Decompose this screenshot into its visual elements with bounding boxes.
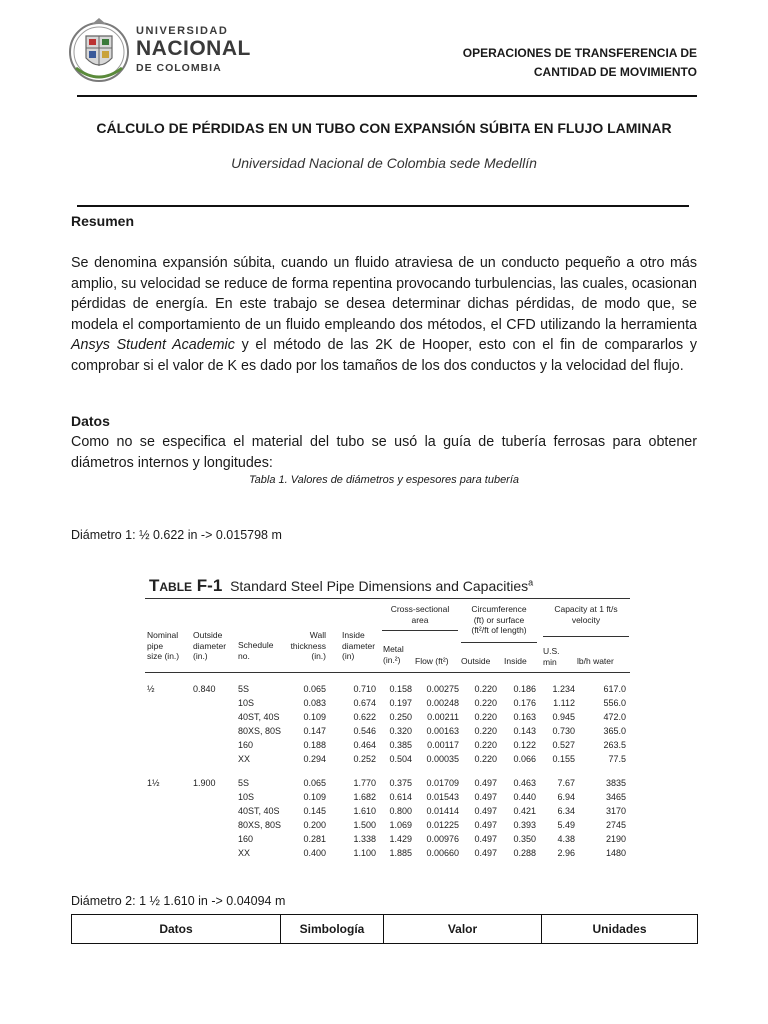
header-wall-thickness: Wall thickness (in.) xyxy=(290,630,326,661)
pipe-table-cell: 1.112 xyxy=(553,698,575,708)
pipe-table-cell: 40ST, 40S xyxy=(238,806,280,816)
header-bottom-rule xyxy=(145,672,630,673)
pipe-table-cell: 2745 xyxy=(605,820,626,830)
course-line-2: CANTIDAD DE MOVIMIENTO xyxy=(533,65,697,79)
university-seal-icon xyxy=(68,14,130,90)
pipe-table-cell: 0.385 xyxy=(389,740,412,750)
header-datos: Datos xyxy=(72,915,281,944)
datos-heading: Datos xyxy=(71,413,110,429)
pipe-table-cell: 160 xyxy=(238,740,254,750)
resumen-heading: Resumen xyxy=(71,213,135,229)
pipe-table-cell: 0.176 xyxy=(513,698,536,708)
header-metal: Metal (in.²) xyxy=(383,644,404,665)
header-simbologia: Simbología xyxy=(281,915,384,944)
pipe-table-cell: 160 xyxy=(238,834,254,844)
pipe-table-cell: 0.400 xyxy=(303,848,326,858)
pipe-table-cell: 0.01414 xyxy=(426,806,459,816)
pipe-table-cell: 0.200 xyxy=(303,820,326,830)
circumference-rule xyxy=(461,642,537,643)
nominal-size-cell: ½ xyxy=(147,684,155,694)
pipe-table-cell: 0.109 xyxy=(303,792,326,802)
pipe-table-cell: 0.220 xyxy=(474,698,497,708)
pipe-table-cell: 0.00163 xyxy=(426,726,459,736)
pipe-table-cell: 2190 xyxy=(605,834,626,844)
table-caption: Tabla 1. Valores de diámetros y espesores para tubería xyxy=(248,474,520,486)
pipe-table-cell: 0.504 xyxy=(389,754,412,764)
pipe-table-cell: 0.065 xyxy=(303,778,326,788)
pipe-table-cell: 10S xyxy=(238,792,255,802)
pipe-table-cell: 4.38 xyxy=(557,834,575,844)
pipe-table-cell: 0.066 xyxy=(513,754,536,764)
header-unidades: Unidades xyxy=(542,915,698,944)
pipe-table-cell: 0.463 xyxy=(513,778,536,788)
pipe-table-cell: 0.158 xyxy=(389,684,412,694)
logo-line-3: DE COLOMBIA xyxy=(136,62,222,74)
pipe-table-cell: 0.197 xyxy=(389,698,412,708)
pipe-table-cell: 263.5 xyxy=(603,740,626,750)
header-lbh-water: lb/h water xyxy=(577,656,614,666)
pipe-table-cell: 1.429 xyxy=(389,834,412,844)
pipe-table-cell: 0.281 xyxy=(303,834,326,844)
pipe-table-cell: 0.497 xyxy=(474,848,497,858)
pipe-table-cell: 5S xyxy=(238,778,250,788)
pipe-table-cell: XX xyxy=(238,754,251,764)
pipe-table-cell: 0.163 xyxy=(513,712,536,722)
document-title: CÁLCULO DE PÉRDIDAS EN UN TUBO CON EXPANSIÓN SÚBITA EN FLUJO LAMINAR xyxy=(96,120,672,136)
pipe-table-cell: XX xyxy=(238,848,251,858)
pipe-table-cell: 0.421 xyxy=(513,806,536,816)
header-nominal-size: Nominal pipe size (in.) xyxy=(147,630,180,661)
pipe-table-cell: 1.069 xyxy=(389,820,412,830)
pipe-table-cell: 0.220 xyxy=(474,712,497,722)
pipe-table-cell: 0.288 xyxy=(513,848,536,858)
pipe-table-cell: 80XS, 80S xyxy=(238,726,282,736)
pipe-table-footnote-mark: a xyxy=(528,577,534,588)
header-capacity: Capacity at 1 ft/s velocity xyxy=(554,604,618,625)
capacity-rule xyxy=(543,636,629,637)
pipe-table-cell: 0.220 xyxy=(474,726,497,736)
pipe-table-cell: 10S xyxy=(238,698,255,708)
pipe-table-cell: 0.730 xyxy=(552,726,575,736)
data-table-header-row xyxy=(72,915,698,944)
header-circumference: Circumference (ft) or surface (ft²/ft of length) xyxy=(471,604,527,635)
pipe-table-title-text: Standard Steel Pipe Dimensions and Capacities xyxy=(230,578,529,594)
pipe-table-cell: 556.0 xyxy=(603,698,626,708)
diametro-2: Diámetro 2: 1 ½ 1.610 in -> 0.04094 m xyxy=(71,894,286,908)
logo-line-2: NACIONAL xyxy=(136,37,251,60)
pipe-table-cell: 0.01225 xyxy=(426,820,459,830)
pipe-table-cell: 0.065 xyxy=(303,684,326,694)
pipe-table-cell: 0.674 xyxy=(353,698,376,708)
pipe-table-cell: 0.143 xyxy=(513,726,536,736)
pipe-table-cell: 0.155 xyxy=(552,754,575,764)
header-inside: Inside xyxy=(504,656,527,666)
pipe-table-cell: 0.393 xyxy=(513,820,536,830)
logo-line-1: UNIVERSIDAD xyxy=(136,25,229,37)
outside-diameter-cell: 1.900 xyxy=(193,778,216,788)
course-line-1: OPERACIONES DE TRANSFERENCIA DE xyxy=(462,46,697,60)
header-outside: Outside xyxy=(461,656,491,666)
pipe-table-cell: 0.252 xyxy=(353,754,376,764)
pipe-table-label: Table F-1 xyxy=(149,576,223,595)
pipe-table-cell: 1.100 xyxy=(353,848,376,858)
pipe-table-cell: 1.770 xyxy=(353,778,376,788)
university-name xyxy=(136,25,251,74)
pipe-table-cell: 0.145 xyxy=(303,806,326,816)
pipe-table-cell: 617.0 xyxy=(603,684,626,694)
pipe-table-cell: 6.94 xyxy=(557,792,575,802)
pipe-table-cell: 0.00035 xyxy=(426,754,459,764)
pipe-table-cell: 0.800 xyxy=(389,806,412,816)
pipe-table-cell: 1.500 xyxy=(353,820,376,830)
pipe-table-cell: 0.00275 xyxy=(426,684,459,694)
pipe-table-cell: 0.710 xyxy=(353,684,376,694)
data-table xyxy=(71,914,698,944)
course-title xyxy=(463,44,697,82)
pipe-table-cell: 0.186 xyxy=(513,684,536,694)
pipe-table-cell: 1.885 xyxy=(389,848,412,858)
pipe-table-cell: 1.234 xyxy=(552,684,575,694)
pipe-table-cell: 0.546 xyxy=(353,726,376,736)
pipe-table-cell: 0.220 xyxy=(474,684,497,694)
pipe-table-cell: 0.320 xyxy=(389,726,412,736)
pipe-table-cell: 0.464 xyxy=(353,740,376,750)
pipe-table-cell: 1480 xyxy=(605,848,626,858)
pipe-table-cell: 0.01709 xyxy=(426,778,459,788)
pipe-table-cell: 7.67 xyxy=(557,778,575,788)
pipe-table-cell: 0.350 xyxy=(513,834,536,844)
header-us-min: U.S. min xyxy=(543,646,560,667)
pipe-table-cell: 472.0 xyxy=(603,712,626,722)
resumen-paragraph xyxy=(71,253,697,376)
pipe-table-cell: 0.945 xyxy=(552,712,575,722)
pipe-table-cell: 0.122 xyxy=(513,740,536,750)
section-rule xyxy=(77,205,689,207)
header-rule xyxy=(77,95,697,97)
pipe-table-cell: 1.610 xyxy=(353,806,376,816)
pipe-table-cell: 0.00117 xyxy=(427,740,459,750)
diametro-1: Diámetro 1: ½ 0.622 in -> 0.015798 m xyxy=(71,528,282,542)
header-schedule: Schedule no. xyxy=(238,640,274,661)
pipe-table-cell: 1.682 xyxy=(353,792,376,802)
pipe-table-cell: 3835 xyxy=(605,778,626,788)
pipe-dimensions-figure xyxy=(145,572,630,862)
pipe-table-cell: 6.34 xyxy=(557,806,575,816)
document-subtitle: Universidad Nacional de Colombia sede Medellín xyxy=(231,155,537,171)
pipe-table-cell: 0.083 xyxy=(303,698,326,708)
header-outside-diameter: Outside diameter (in.) xyxy=(193,630,227,661)
pipe-table-cell: 0.109 xyxy=(303,712,326,722)
pipe-table-cell: 0.00660 xyxy=(426,848,459,858)
pipe-table-cell: 0.614 xyxy=(389,792,412,802)
header-valor: Valor xyxy=(384,915,542,944)
header-inside-diameter: Inside diameter (in) xyxy=(342,630,376,661)
pipe-table-cell: 3170 xyxy=(605,806,626,816)
pipe-table-cell: 2.96 xyxy=(557,848,575,858)
datos-paragraph: Como no se especifica el material del tubo se usó la guía de tubería ferrosas para obtener diámetros internos y longitudes: xyxy=(71,434,697,471)
pipe-table-cell: 1.338 xyxy=(353,834,376,844)
pipe-table-title xyxy=(149,576,533,596)
pipe-table-cell: 5.49 xyxy=(557,820,575,830)
pipe-table-cell: 0.622 xyxy=(353,712,376,722)
pipe-table-cell: 0.440 xyxy=(513,792,536,802)
cross-section-rule xyxy=(382,630,458,631)
table-top-rule xyxy=(145,598,630,599)
pipe-table-cell: 365.0 xyxy=(603,726,626,736)
pipe-table-cell: 0.01543 xyxy=(426,792,459,802)
pipe-table-cell: 0.497 xyxy=(474,834,497,844)
pipe-table-cell: 0.497 xyxy=(474,820,497,830)
pipe-table-cell: 0.497 xyxy=(474,778,497,788)
resumen-text-2: y el método de las 2K de Hooper, esto con el fin de compararlos y comprobar si el valor de K es dado por los tamaños de los dos conductos y la velocidad del flujo. xyxy=(71,337,698,374)
pipe-table-cell: 0.250 xyxy=(389,712,412,722)
outside-diameter-cell: 0.840 xyxy=(193,684,216,694)
pipe-table-cell: 0.147 xyxy=(303,726,326,736)
pipe-table-cell: 0.00976 xyxy=(426,834,459,844)
pipe-table-cell: 0.527 xyxy=(552,740,575,750)
pipe-table-cell: 40ST, 40S xyxy=(238,712,280,722)
pipe-table-cell: 0.294 xyxy=(303,754,326,764)
pipe-table-cell: 80XS, 80S xyxy=(238,820,282,830)
pipe-table-cell: 0.220 xyxy=(474,754,497,764)
nominal-size-cell: 1½ xyxy=(147,778,160,788)
resumen-text-1: Se denomina expansión súbita, cuando un fluido atraviesa de un conducto pequeño a otro más amplio, su velocidad se reduce de forma repentina provocando turbulencias, las cuales, ocasionan pérdidas de energía. En este trabajo se desea determinar dichas pérdidas, de modo que, se modela el comportamiento de un fluido empleando dos métodos, el CFD utilizando la herramienta xyxy=(71,255,697,333)
header-cross-section: Cross-sectional area xyxy=(390,604,450,625)
pipe-table-cell: 0.375 xyxy=(389,778,412,788)
pipe-table-cell: 0.00248 xyxy=(426,698,459,708)
pipe-table-cell: 77.5 xyxy=(608,754,626,764)
pipe-table-cell: 0.188 xyxy=(303,740,326,750)
pipe-table-cell: 3465 xyxy=(605,792,626,802)
pipe-table-cell: 0.497 xyxy=(474,792,497,802)
software-name: Ansys Student Academic xyxy=(71,337,235,353)
pipe-table-cell: 0.220 xyxy=(474,740,497,750)
pipe-table-cell: 5S xyxy=(238,684,250,694)
pipe-table-cell: 0.497 xyxy=(474,806,497,816)
pipe-table-cell: 0.00211 xyxy=(427,712,459,722)
header-flow: Flow (ft²) xyxy=(415,656,449,666)
